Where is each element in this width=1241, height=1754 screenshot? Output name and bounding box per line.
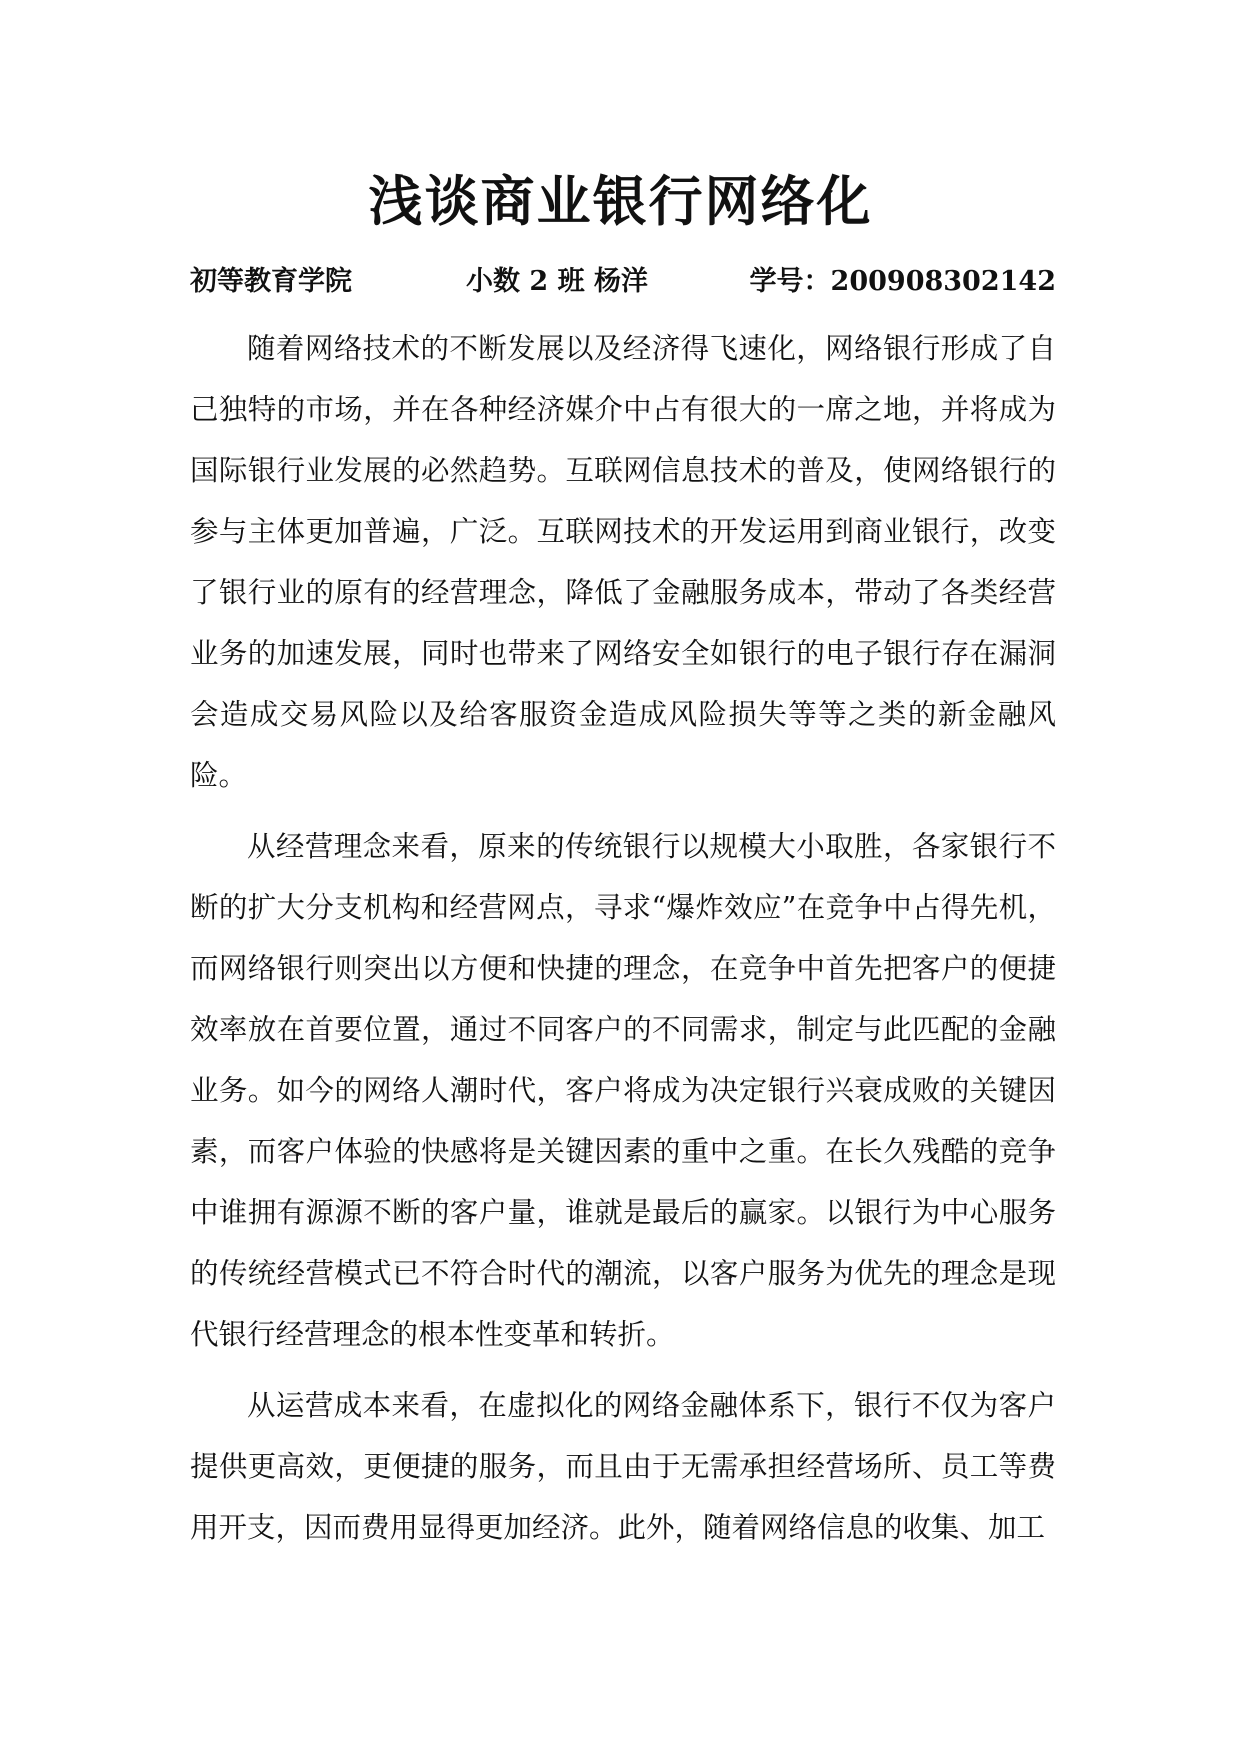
paragraph: 随着网络技术的不断发展以及经济得飞速化，网络银行形成了自己独特的市场，并在各种经济媒介中占有很大的一席之地，并将成为国际银行业发展的必然趋势。互联网信息技术的普及，使网络银行的参与主体更加普遍，广泛。互联网技术的开发运用到商业银行，改变了银行业的原有的经营理念，降低了金融服务成本，带动了各类经营业务的加速发展，同时也带来了网络安全如银行的电子银行存在漏洞会造成交易风险以及给客服资金造成风险损失等等之类的新金融风险。: [190, 332, 1056, 792]
school-name: 初等教育学院: [190, 266, 352, 297]
student-id: 学号：200908302142: [749, 266, 1056, 297]
class-and-author: 小数 2 班 杨洋: [466, 266, 648, 297]
document-title: 浅谈商业银行网络化: [368, 169, 873, 233]
paragraph: 从经营理念来看，原来的传统银行以规模大小取胜，各家银行不断的扩大分支机构和经营网点，寻求“爆炸效应”在竞争中占得先机，而网络银行则突出以方便和快捷的理念，在竞争中首先把客户的便捷效率放在首要位置，通过不同客户的不同需求，制定与此匹配的金融业务。如今的网络人潮时代，客户将成为决定银行兴衰成败的关键因素，而客户体验的快感将是关键因素的重中之重。在长久残酷的竞争中谁拥有源源不断的客户量，谁就是最后的赢家。以银行为中心服务的传统经营模式已不符合时代的潮流，以客户服务为优先的理念是现代银行经营理念的根本性变革和转折。: [190, 830, 1056, 1351]
document-body: [190, 318, 1056, 1568]
paragraph: 从运营成本来看，在虚拟化的网络金融体系下，银行不仅为客户提供更高效，更便捷的服务，而且由于无需承担经营场所、员工等费用开支，因而费用显得更加经济。此外，随着网络信息的收集、加工: [190, 1389, 1056, 1544]
author-byline: [190, 262, 1056, 302]
